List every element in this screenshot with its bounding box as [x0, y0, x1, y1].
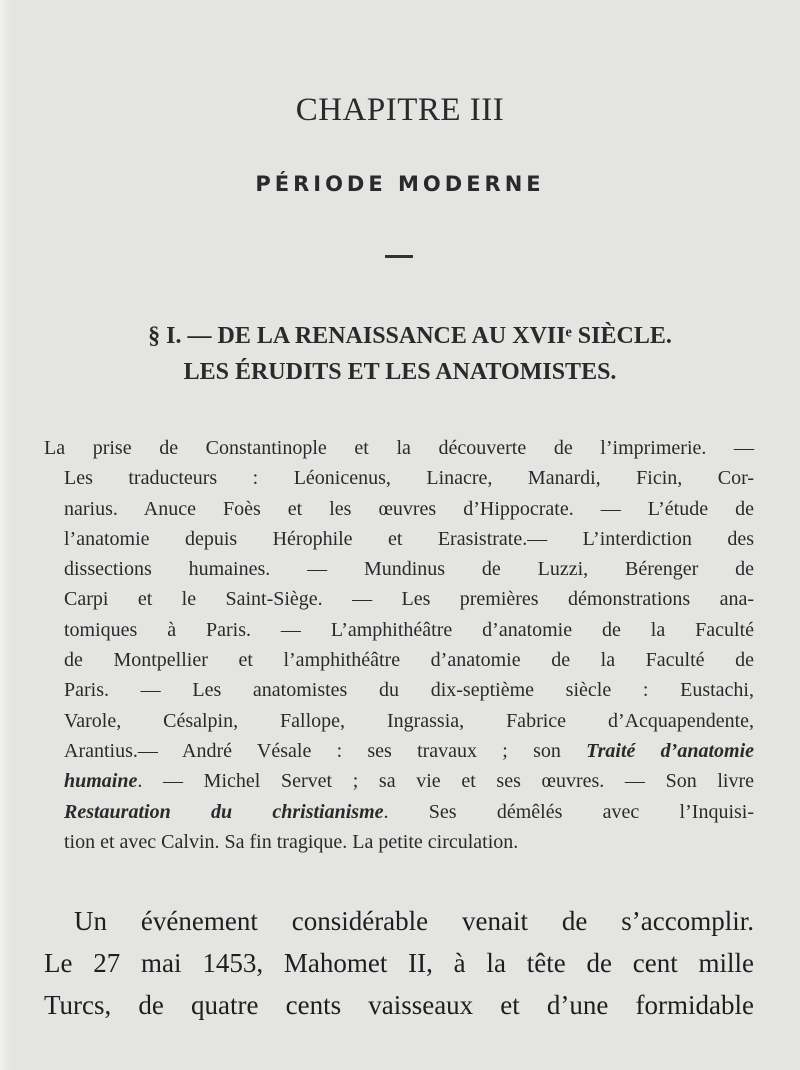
- chapter-summary: [44, 433, 754, 857]
- body-line: Turcs, de quatre cents vaisseaux et d’une formidable: [44, 990, 754, 1020]
- summary-line: [44, 736, 754, 766]
- summary-line: [44, 766, 754, 796]
- book-title-humaine: humaine: [64, 770, 138, 793]
- chapter-title: CHAPITRE III: [295, 92, 505, 128]
- summary-text: . — Michel Servet ; sa vie et ses œuvres. — Son livre: [137, 770, 754, 793]
- summary-line: [44, 797, 754, 827]
- section-heading: [0, 318, 800, 390]
- summary-line: tion et avec Calvin. Sa fin tragique. La petite circulation.: [64, 830, 519, 853]
- section-heading-line-2: LES ÉRUDITS ET LES ANATOMISTES.: [183, 359, 617, 385]
- summary-line: La prise de Constantinople et la découverte de l’imprimerie. —: [44, 437, 754, 459]
- book-title-traite: Traité d’anatomie: [586, 739, 755, 762]
- summary-line: narius. Anuce Foès et les œuvres d’Hippocrate. — L’étude de: [64, 497, 754, 520]
- summary-line: dissections humaines. — Mundinus de Luzzi, Bérenger de: [64, 558, 754, 581]
- book-title-restauration: Restauration du christianisme: [64, 800, 384, 823]
- chapter-subtitle: PÉRIODE MODERNE: [255, 172, 545, 196]
- summary-line: de Montpellier et l’amphithéâtre d’anatomie de la Faculté de: [64, 649, 754, 672]
- summary-line: tomiques à Paris. — L’amphithéâtre d’anatomie de la Faculté: [64, 618, 754, 641]
- body-line: Le 27 mai 1453, Mahomet II, à la tête de cent mille: [44, 948, 754, 978]
- summary-line: Carpi et le Saint-Siège. — Les premières démonstrations ana-: [64, 588, 754, 611]
- summary-line: Les traducteurs : Léonicenus, Linacre, Manardi, Ficin, Cor-: [64, 467, 754, 490]
- body-line: Un événement considérable venait de s’accomplir.: [74, 906, 754, 936]
- summary-text: Arantius.— André Vésale : ses travaux ; son: [64, 739, 587, 762]
- summary-line: Varole, Césalpin, Fallope, Ingrassia, Fabrice d’Acquapendente,: [64, 709, 754, 732]
- title-separator: [385, 255, 413, 258]
- section-heading-line-1: § I. — DE LA RENAISSANCE AU XVIIᵉ SIÈCLE.: [148, 323, 672, 349]
- summary-line: l’anatomie depuis Hérophile et Erasistrate.— L’interdiction des: [64, 527, 754, 550]
- body-paragraph: [44, 900, 754, 1026]
- summary-text: . Ses démêlés avec l’Inquisi-: [383, 800, 754, 823]
- summary-line: Paris. — Les anatomistes du dix-septième siècle : Eustachi,: [64, 679, 754, 702]
